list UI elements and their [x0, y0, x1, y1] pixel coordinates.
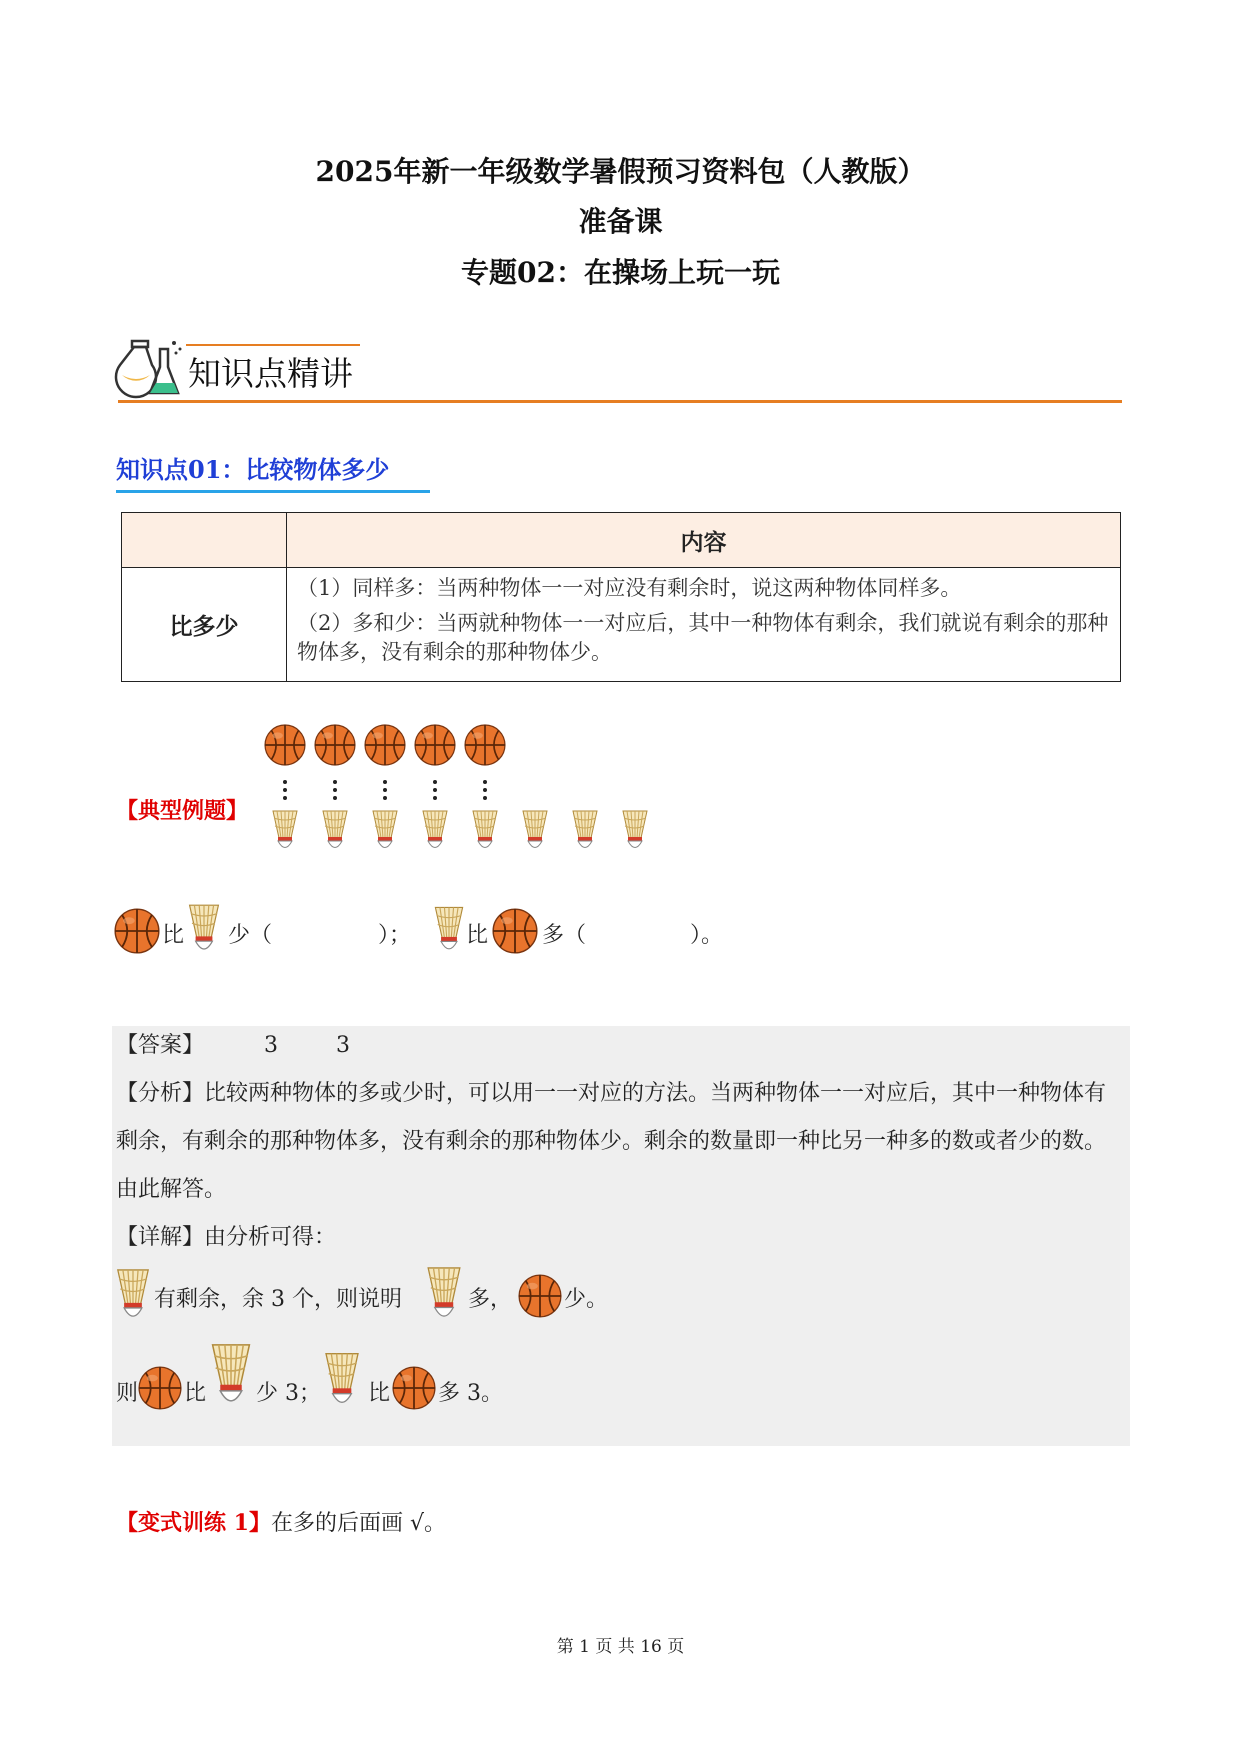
shuttlecock-icon — [114, 1266, 152, 1322]
table-item-2: （2）多和少：当两就种物体一一对应后，其中一种物体有剩余，我们就说有剩余的那种物体多，没有剩余的那种物体少。 — [297, 611, 1109, 664]
detail-b-text-2: 少 3； — [256, 1381, 321, 1406]
table-row-content — [287, 568, 1121, 682]
shuttlecock-icon — [432, 902, 466, 956]
question-bi-2: 比 — [466, 923, 489, 948]
analysis-text: 比较两种物体的多或少时，可以用一一对应的方法。当两种物体一一对应后，其中一种物体有剩余，有剩余的那种物体多，没有剩余的那种物体少。剩余的数量即一种比另一种多的数或者少的数。由此解答。 — [116, 1081, 1107, 1202]
detail-line — [116, 1214, 336, 1262]
knowledge-table — [121, 512, 1121, 682]
analysis-label: 【分析】 — [116, 1081, 205, 1106]
detail-text: 由分析可得： — [204, 1225, 337, 1250]
dotted-connectors — [283, 780, 487, 800]
knowledge-point-underline — [116, 490, 430, 493]
lab-flask-icon — [116, 337, 184, 401]
table-row-label: 比多少 — [122, 568, 287, 682]
detail-b-text-0: 则 — [116, 1381, 139, 1406]
answer-line — [116, 1022, 350, 1070]
shuttlecock-icon — [423, 811, 447, 848]
shuttlecock-icon — [623, 811, 647, 848]
question-close-1: ）； — [378, 923, 412, 948]
basketball-icon — [415, 725, 455, 765]
table-item-1: （1）同样多：当两种物体一一对应没有剩余时，说这两种物体同样多。 — [297, 576, 962, 600]
table-header-content: 内容 — [287, 513, 1121, 568]
basketball-icon — [365, 725, 405, 765]
detail-a-text-2: 多， — [468, 1287, 513, 1312]
basketball-icon — [114, 908, 160, 954]
detail-a-text-1: 有剩余，余 3 个，则说明 — [154, 1287, 402, 1312]
lesson-subtitle: 准备课 — [578, 205, 663, 238]
basketball-icon — [392, 1366, 436, 1410]
basketball-icon — [518, 1274, 562, 1318]
shuttlecock-icon — [323, 811, 347, 848]
question-bi: 比 — [162, 923, 185, 948]
shuttlecock-icon — [208, 1340, 254, 1408]
exercise-label: 【变式训练 1】 — [116, 1510, 271, 1536]
question-shao: 少（ — [228, 923, 273, 948]
detail-b-text-1: 比 — [184, 1381, 207, 1406]
shuttlecock-icon — [273, 811, 297, 848]
answer-label: 【答案】 — [116, 1033, 205, 1058]
exercise-text: 在多的后面画 √。 — [270, 1511, 446, 1536]
answer-value-2: 3 — [336, 1033, 351, 1058]
detail-b-text-4: 多 3。 — [438, 1381, 503, 1406]
basketball-icon — [492, 908, 538, 954]
question-close-2: ）。 — [690, 923, 724, 948]
basketball-icon — [265, 725, 305, 765]
example-label: 【典型例题】 — [116, 798, 249, 824]
basketball-icon — [315, 725, 355, 765]
answer-value-1: 3 — [264, 1033, 279, 1058]
shuttlecock-icon — [473, 811, 497, 848]
basketball-icon — [465, 725, 505, 765]
shuttlecock-icon — [424, 1264, 464, 1322]
shuttlecock-icon — [186, 900, 222, 956]
page-footer: 第 1 页 共 16 页 — [556, 1637, 685, 1657]
exercise-line — [116, 1506, 446, 1537]
banner-top-rule — [186, 344, 360, 346]
analysis-paragraph — [116, 1070, 1126, 1214]
topic-title: 专题02：在操场上玩一玩 — [461, 256, 780, 289]
basketball-icon — [138, 1366, 182, 1410]
detail-label: 【详解】 — [116, 1225, 205, 1250]
detail-a-text-3: 少。 — [564, 1287, 609, 1312]
document-title: 2025年新一年级数学暑假预习资料包（人教版） — [315, 155, 926, 188]
question-duo: 多（ — [542, 923, 587, 948]
banner-underline — [118, 400, 1122, 403]
knowledge-point-title: 知识点01：比较物体多少 — [116, 455, 390, 484]
shuttlecock-icon — [523, 811, 547, 848]
table-header-empty — [122, 513, 287, 568]
shuttlecock-icon — [573, 811, 597, 848]
section-banner-title: 知识点精讲 — [188, 354, 353, 393]
example-figure — [262, 724, 672, 854]
shuttlecock-icon — [373, 811, 397, 848]
detail-b-text-3: 比 — [368, 1381, 391, 1406]
shuttlecock-icon — [322, 1348, 362, 1410]
